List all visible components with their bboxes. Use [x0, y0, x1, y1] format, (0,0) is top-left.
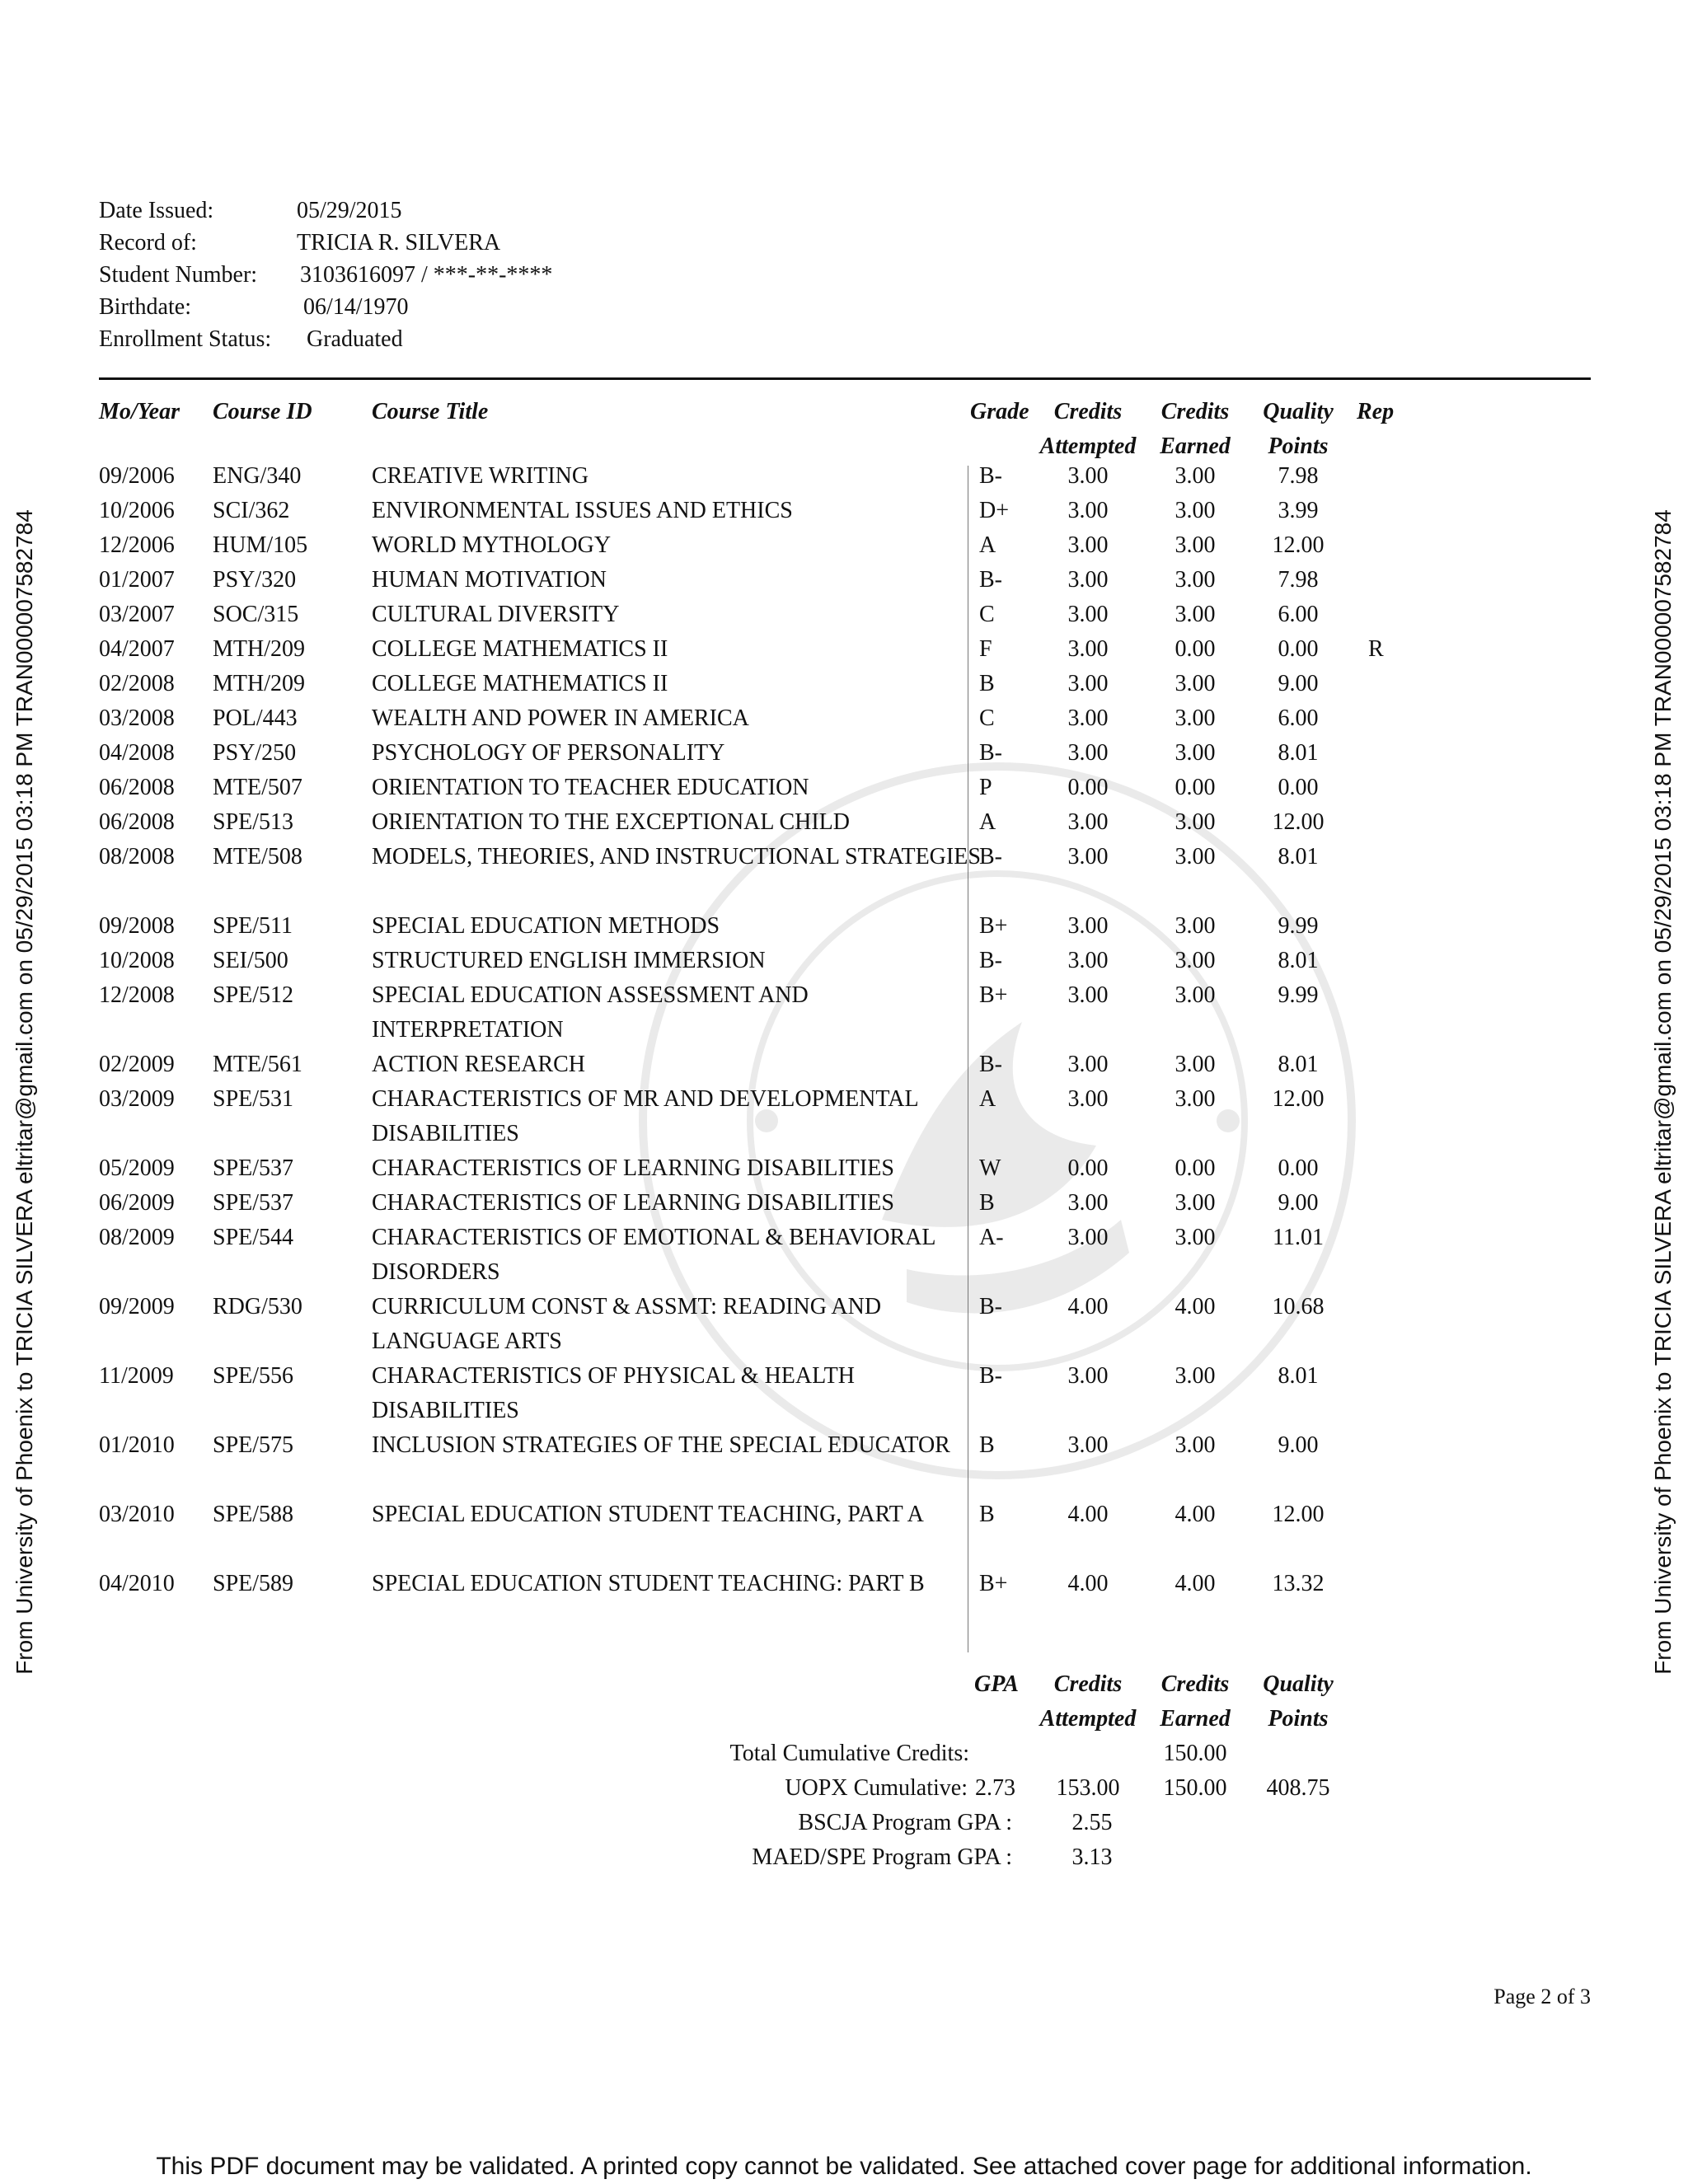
- page-number: Page 2 of 3: [1493, 1985, 1591, 2008]
- course-id: HUM/105: [213, 532, 308, 558]
- course-title: ORIENTATION TO THE EXCEPTIONAL CHILD: [372, 809, 851, 835]
- col-grade: Grade: [970, 399, 1029, 424]
- course-grade: B-: [979, 567, 1002, 593]
- side-text-left-wrapper: [0, 0, 49, 2184]
- course-id: SPE/589: [213, 1571, 294, 1596]
- course-id: SOC/315: [213, 602, 299, 627]
- bscja-program-gpa-label: BSCJA Program GPA :: [798, 1810, 1012, 1835]
- course-date: 09/2008: [99, 913, 175, 939]
- course-grade: D+: [979, 498, 1010, 523]
- course-credits-attempted: 3.00: [1067, 498, 1109, 523]
- course-credits-attempted: 0.00: [1067, 775, 1109, 800]
- col-credits-attempted-line1: Credits: [1053, 399, 1123, 424]
- course-title: ACTION RESEARCH: [372, 1052, 586, 1077]
- course-date: 12/2006: [99, 532, 175, 558]
- enrollment-status-value: Graduated: [307, 326, 403, 352]
- course-credits-earned: 3.00: [1175, 1190, 1216, 1216]
- course-credits-earned: 3.00: [1175, 567, 1216, 593]
- course-credits-attempted: 0.00: [1067, 1155, 1109, 1181]
- course-id: SPE/544: [213, 1225, 294, 1250]
- course-title: CREATIVE WRITING: [372, 463, 589, 489]
- course-credits-attempted: 3.00: [1067, 1052, 1109, 1077]
- course-title: SPECIAL EDUCATION ASSESSMENT AND INTERPRETATION: [372, 982, 809, 1043]
- course-credits-attempted: 3.00: [1067, 705, 1109, 731]
- col-mo-year: Mo/Year: [99, 399, 180, 424]
- summary-credits-earned-line2: Earned: [1160, 1706, 1231, 1732]
- course-date: 09/2009: [99, 1294, 175, 1319]
- course-quality-points: 8.01: [1278, 844, 1319, 869]
- course-credits-attempted: 3.00: [1067, 1363, 1109, 1389]
- course-quality-points: 12.00: [1272, 809, 1325, 835]
- course-date: 03/2010: [99, 1502, 175, 1527]
- course-credits-earned: 0.00: [1175, 775, 1216, 800]
- course-grade: C: [979, 705, 995, 731]
- course-quality-points: 12.00: [1272, 1502, 1325, 1527]
- col-course-id: Course ID: [213, 399, 312, 424]
- course-credits-attempted: 3.00: [1067, 567, 1109, 593]
- uopx-cumulative-earned: 150.00: [1163, 1775, 1227, 1801]
- course-grade: B-: [979, 1363, 1002, 1389]
- course-grade: A-: [979, 1225, 1004, 1250]
- course-date: 01/2007: [99, 567, 175, 593]
- course-title: MODELS, THEORIES, AND INSTRUCTIONAL STRATEGIES: [372, 844, 981, 869]
- course-quality-points: 9.00: [1278, 1432, 1319, 1458]
- course-grade: B: [979, 1190, 995, 1216]
- course-title: CHARACTERISTICS OF LEARNING DISABILITIES: [372, 1155, 894, 1181]
- course-date: 04/2007: [99, 636, 175, 662]
- total-cumulative-earned: 150.00: [1163, 1741, 1227, 1766]
- course-date: 05/2009: [99, 1155, 175, 1181]
- uopx-cumulative-points: 408.75: [1266, 1775, 1330, 1801]
- course-quality-points: 3.99: [1278, 498, 1319, 523]
- col-rep: Rep: [1357, 399, 1395, 424]
- course-quality-points: 9.99: [1278, 982, 1319, 1008]
- student-number-value: 3103616097 / ***-**-****: [300, 262, 553, 288]
- course-id: MTE/508: [213, 844, 302, 869]
- course-rep: R: [1368, 636, 1384, 662]
- course-id: PSY/250: [213, 740, 297, 766]
- course-grade: A: [979, 809, 996, 835]
- course-date: 03/2009: [99, 1086, 175, 1112]
- course-credits-earned: 0.00: [1175, 1155, 1216, 1181]
- course-credits-earned: 3.00: [1175, 844, 1216, 869]
- side-text-right: From University of Phoenix to TRICIA SILVERA eltritar@gmail.com on 05/29/2015 03:18 PM TRAN000007582784: [1650, 509, 1676, 1675]
- course-quality-points: 13.32: [1272, 1571, 1325, 1596]
- course-id: SEI/500: [213, 948, 288, 973]
- course-credits-attempted: 3.00: [1067, 1432, 1109, 1458]
- course-credits-attempted: 3.00: [1067, 1086, 1109, 1112]
- course-credits-earned: 3.00: [1175, 671, 1216, 696]
- student-number-label: Student Number:: [99, 262, 258, 288]
- course-title: WORLD MYTHOLOGY: [372, 532, 612, 558]
- course-credits-earned: 0.00: [1175, 636, 1216, 662]
- course-credits-earned: 4.00: [1175, 1571, 1216, 1596]
- course-quality-points: 8.01: [1278, 740, 1319, 766]
- course-credits-attempted: 3.00: [1067, 740, 1109, 766]
- course-credits-attempted: 3.00: [1067, 844, 1109, 869]
- course-grade: C: [979, 602, 995, 627]
- course-grade: A: [979, 1086, 996, 1112]
- course-grade: B-: [979, 1294, 1002, 1319]
- course-credits-attempted: 3.00: [1067, 913, 1109, 939]
- course-credits-earned: 3.00: [1175, 1432, 1216, 1458]
- course-credits-attempted: 3.00: [1067, 671, 1109, 696]
- course-grade: B-: [979, 463, 1002, 489]
- course-grade: B-: [979, 740, 1002, 766]
- course-credits-attempted: 3.00: [1067, 463, 1109, 489]
- col-course-title: Course Title: [372, 399, 489, 424]
- summary-credits-earned-line1: Credits: [1160, 1671, 1230, 1697]
- course-credits-attempted: 4.00: [1067, 1571, 1109, 1596]
- course-id: ENG/340: [213, 463, 302, 489]
- course-quality-points: 6.00: [1278, 705, 1319, 731]
- course-quality-points: 11.01: [1273, 1225, 1324, 1250]
- course-title: CULTURAL DIVERSITY: [372, 602, 620, 627]
- course-credits-earned: 3.00: [1175, 1225, 1216, 1250]
- course-date: 12/2008: [99, 982, 175, 1008]
- summary-credits-attempted-line2: Attempted: [1039, 1706, 1137, 1732]
- col-quality-points-line1: Quality: [1263, 399, 1334, 424]
- course-credits-earned: 3.00: [1175, 498, 1216, 523]
- course-quality-points: 7.98: [1278, 567, 1319, 593]
- summary-quality-points-line2: Points: [1268, 1706, 1329, 1732]
- side-text-right-wrapper: [1639, 0, 1688, 2184]
- course-title: INCLUSION STRATEGIES OF THE SPECIAL EDUCATOR: [372, 1432, 950, 1458]
- total-cumulative-label: Total Cumulative Credits:: [729, 1741, 969, 1766]
- birthdate-value: 06/14/1970: [303, 294, 409, 320]
- course-title: HUMAN MOTIVATION: [372, 567, 607, 593]
- course-date: 06/2008: [99, 775, 175, 800]
- course-title: SPECIAL EDUCATION STUDENT TEACHING: PART B: [372, 1571, 925, 1596]
- course-title: CHARACTERISTICS OF EMOTIONAL & BEHAVIORAL DISORDERS: [372, 1225, 935, 1285]
- course-credits-earned: 3.00: [1175, 982, 1216, 1008]
- course-credits-attempted: 4.00: [1067, 1502, 1109, 1527]
- course-date: 01/2010: [99, 1432, 175, 1458]
- course-date: 04/2010: [99, 1571, 175, 1596]
- course-credits-attempted: 3.00: [1067, 982, 1109, 1008]
- course-credits-attempted: 3.00: [1067, 1190, 1109, 1216]
- col-credits-earned-line2: Earned: [1160, 434, 1231, 459]
- course-quality-points: 8.01: [1278, 948, 1319, 973]
- course-credits-attempted: 4.00: [1067, 1294, 1109, 1319]
- course-id: SPE/511: [213, 913, 293, 939]
- course-grade: B-: [979, 948, 1002, 973]
- maed-spe-program-gpa-value: 3.13: [1071, 1844, 1113, 1870]
- course-date: 02/2008: [99, 671, 175, 696]
- course-credits-earned: 3.00: [1175, 1052, 1216, 1077]
- record-of-value: TRICIA R. SILVERA: [297, 230, 501, 255]
- course-credits-earned: 3.00: [1175, 1363, 1216, 1389]
- course-credits-earned: 4.00: [1175, 1502, 1216, 1527]
- course-id: SPE/537: [213, 1155, 294, 1181]
- date-issued-value: 05/29/2015: [297, 198, 402, 223]
- course-credits-attempted: 3.00: [1067, 636, 1109, 662]
- course-quality-points: 10.68: [1272, 1294, 1325, 1319]
- course-credits-earned: 3.00: [1175, 913, 1216, 939]
- course-id: SPE/512: [213, 982, 294, 1008]
- course-grade: B: [979, 1502, 995, 1527]
- course-title: ENVIRONMENTAL ISSUES AND ETHICS: [372, 498, 793, 523]
- course-date: 09/2006: [99, 463, 175, 489]
- course-quality-points: 9.99: [1278, 913, 1319, 939]
- course-date: 03/2007: [99, 602, 175, 627]
- summary-gpa-header: GPA: [974, 1671, 1019, 1697]
- col-quality-points-line2: Points: [1268, 434, 1329, 459]
- course-quality-points: 7.98: [1278, 463, 1319, 489]
- course-grade: B: [979, 1432, 995, 1458]
- course-id: PSY/320: [213, 567, 297, 593]
- course-quality-points: 0.00: [1278, 775, 1319, 800]
- course-quality-points: 8.01: [1278, 1363, 1319, 1389]
- course-credits-earned: 3.00: [1175, 1086, 1216, 1112]
- course-credits-earned: 3.00: [1175, 740, 1216, 766]
- record-of-label: Record of:: [99, 230, 197, 255]
- course-credits-attempted: 3.00: [1067, 532, 1109, 558]
- course-title: ORIENTATION TO TEACHER EDUCATION: [372, 775, 809, 800]
- course-credits-earned: 3.00: [1175, 809, 1216, 835]
- course-title: CURRICULUM CONST & ASSMT: READING AND LANGUAGE ARTS: [372, 1294, 882, 1354]
- course-id: MTH/209: [213, 671, 305, 696]
- course-quality-points: 12.00: [1272, 1086, 1325, 1112]
- course-quality-points: 12.00: [1272, 532, 1325, 558]
- course-grade: B-: [979, 1052, 1002, 1077]
- course-date: 06/2008: [99, 809, 175, 835]
- course-quality-points: 6.00: [1278, 602, 1319, 627]
- course-credits-earned: 3.00: [1175, 602, 1216, 627]
- header-divider: [99, 377, 1591, 380]
- course-id: SPE/588: [213, 1502, 294, 1527]
- course-title: CHARACTERISTICS OF PHYSICAL & HEALTH DISABILITIES: [372, 1363, 855, 1423]
- course-date: 10/2006: [99, 498, 175, 523]
- course-grade: B: [979, 671, 995, 696]
- course-credits-attempted: 3.00: [1067, 948, 1109, 973]
- course-credits-attempted: 3.00: [1067, 602, 1109, 627]
- course-grade: A: [979, 532, 996, 558]
- side-text-left: From University of Phoenix to TRICIA SILVERA eltritar@gmail.com on 05/29/2015 03:18 PM TRAN000007582784: [12, 509, 37, 1675]
- course-grade: B+: [979, 913, 1008, 939]
- maed-spe-program-gpa-label: MAED/SPE Program GPA :: [752, 1844, 1012, 1870]
- course-id: SPE/556: [213, 1363, 294, 1389]
- course-date: 02/2009: [99, 1052, 175, 1077]
- course-title: STRUCTURED ENGLISH IMMERSION: [372, 948, 766, 973]
- course-grade: W: [979, 1155, 1001, 1181]
- course-id: MTE/561: [213, 1052, 302, 1077]
- course-id: SPE/513: [213, 809, 294, 835]
- validation-footer: This PDF document may be validated. A printed copy cannot be validated. See attached cover page for additional information.: [156, 2153, 1532, 2180]
- course-grade: F: [979, 636, 992, 662]
- course-id: SPE/537: [213, 1190, 294, 1216]
- course-id: SPE/575: [213, 1432, 294, 1458]
- course-title: CHARACTERISTICS OF LEARNING DISABILITIES: [372, 1190, 894, 1216]
- date-issued-label: Date Issued:: [99, 198, 214, 223]
- course-credits-attempted: 3.00: [1067, 809, 1109, 835]
- course-grade: P: [979, 775, 992, 800]
- course-title: COLLEGE MATHEMATICS II: [372, 671, 668, 696]
- course-id: POL/443: [213, 705, 298, 731]
- course-id: MTE/507: [213, 775, 302, 800]
- course-title: COLLEGE MATHEMATICS II: [372, 636, 668, 662]
- col-credits-attempted-line2: Attempted: [1039, 434, 1137, 459]
- course-credits-earned: 4.00: [1175, 1294, 1216, 1319]
- course-quality-points: 9.00: [1278, 671, 1319, 696]
- course-title: PSYCHOLOGY OF PERSONALITY: [372, 740, 725, 766]
- course-grade: B+: [979, 1571, 1008, 1596]
- uopx-cumulative-label: UOPX Cumulative:: [785, 1775, 968, 1801]
- course-title: SPECIAL EDUCATION METHODS: [372, 913, 720, 939]
- course-credits-earned: 3.00: [1175, 532, 1216, 558]
- course-title: WEALTH AND POWER IN AMERICA: [372, 705, 749, 731]
- uopx-cumulative-gpa: 2.73: [975, 1775, 1015, 1801]
- col-credits-earned-line1: Credits: [1160, 399, 1230, 424]
- course-date: 03/2008: [99, 705, 175, 731]
- uopx-cumulative-attempted: 153.00: [1056, 1775, 1120, 1801]
- course-title: SPECIAL EDUCATION STUDENT TEACHING, PART A: [372, 1502, 924, 1527]
- course-id: MTH/209: [213, 636, 305, 662]
- course-date: 08/2009: [99, 1225, 175, 1250]
- course-grade: B-: [979, 844, 1002, 869]
- course-id: SPE/531: [213, 1086, 294, 1112]
- course-credits-earned: 3.00: [1175, 463, 1216, 489]
- summary-quality-points-line1: Quality: [1263, 1671, 1334, 1697]
- course-quality-points: 0.00: [1278, 636, 1319, 662]
- bscja-program-gpa-value: 2.55: [1071, 1810, 1113, 1835]
- course-credits-attempted: 3.00: [1067, 1225, 1109, 1250]
- course-id: RDG/530: [213, 1294, 302, 1319]
- course-date: 04/2008: [99, 740, 175, 766]
- course-title: CHARACTERISTICS OF MR AND DEVELOPMENTAL DISABILITIES: [372, 1086, 918, 1146]
- course-credits-earned: 3.00: [1175, 705, 1216, 731]
- course-credits-earned: 3.00: [1175, 948, 1216, 973]
- enrollment-status-label: Enrollment Status:: [99, 326, 272, 352]
- course-quality-points: 9.00: [1278, 1190, 1319, 1216]
- course-date: 06/2009: [99, 1190, 175, 1216]
- course-date: 08/2008: [99, 844, 175, 869]
- summary-credits-attempted-line1: Credits: [1053, 1671, 1123, 1697]
- course-quality-points: 8.01: [1278, 1052, 1319, 1077]
- course-date: 10/2008: [99, 948, 175, 973]
- course-date: 11/2009: [99, 1363, 174, 1389]
- birthdate-label: Birthdate:: [99, 294, 191, 320]
- course-quality-points: 0.00: [1278, 1155, 1319, 1181]
- course-grade: B+: [979, 982, 1008, 1008]
- course-id: SCI/362: [213, 498, 290, 523]
